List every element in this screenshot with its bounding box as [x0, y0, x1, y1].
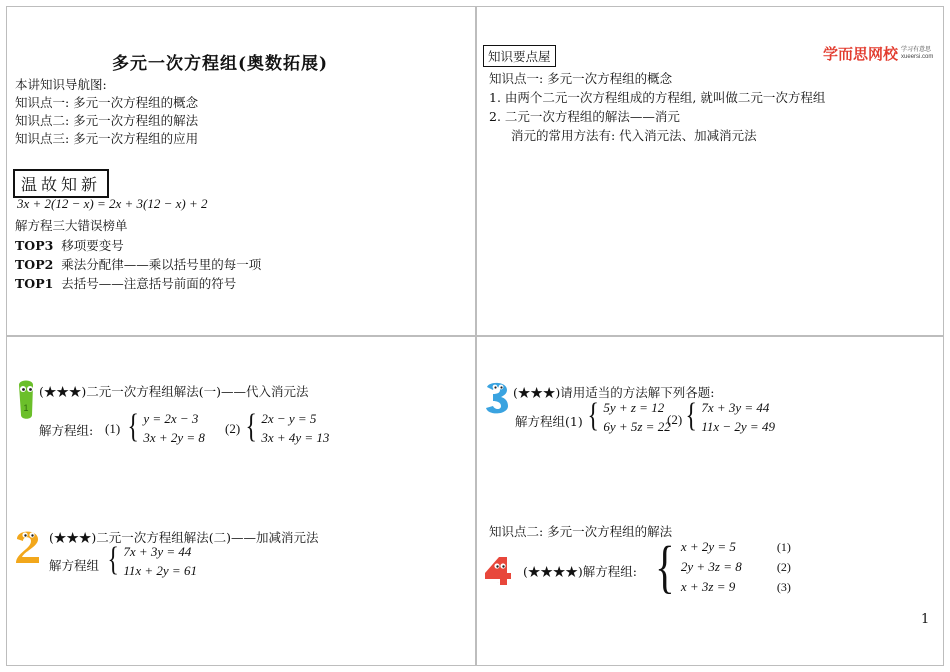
equation-row	[681, 577, 791, 597]
brace-icon: {	[685, 397, 697, 434]
equation: 3x + 4y = 13	[261, 430, 330, 445]
error-text: 移项要变号	[61, 238, 124, 253]
error-item-top3	[15, 236, 124, 254]
exercise-1-label-2: (2)	[225, 421, 241, 436]
exercise-4-title: (★★★★)解方程组:	[523, 564, 637, 579]
slide-panel-2	[476, 6, 944, 336]
exercise-3-label-2: (2)	[667, 412, 683, 427]
brace-icon: {	[655, 534, 675, 599]
equation: 5y + z = 12	[603, 400, 665, 415]
number-3-badge-icon	[483, 381, 511, 415]
equation-tag: (3)	[776, 580, 791, 594]
exercise-1-title: (★★★)二元一次方程组解法(一)——代入消元法	[39, 384, 309, 399]
exercise-4-system	[651, 534, 791, 599]
exercise-1-system-1	[125, 409, 205, 447]
exercise-2-system	[105, 542, 197, 580]
equation-row	[681, 557, 791, 577]
key-points-box: 知识要点屋	[483, 45, 556, 67]
error-item-top1	[15, 274, 236, 292]
point2-title: 知识点二: 多元一次方程组的解法	[489, 524, 673, 539]
brace-icon: {	[107, 541, 119, 578]
equation: x + 2y = 5	[680, 539, 736, 554]
review-box: 温故知新	[13, 169, 109, 198]
equation: 11x − 2y = 49	[701, 419, 775, 434]
nav-heading: 本讲知识导航图:	[15, 77, 107, 92]
brand-logo-text: 学而思网校	[823, 46, 899, 63]
exercise-1-label-1: (1)	[105, 421, 121, 436]
exercise-1-system-2	[243, 409, 329, 447]
exercise-2-title: (★★★)二元一次方程组解法(二)——加减消元法	[49, 530, 319, 545]
exercise-3-prompt: 解方程组(1)	[515, 414, 583, 429]
error-list-title: 解方程三大错误榜单	[15, 218, 128, 233]
equation: 7x + 3y = 44	[123, 544, 192, 559]
equation: 2y + 3z = 8	[680, 559, 742, 574]
number-1-badge-icon	[13, 377, 39, 421]
error-text: 乘法分配律——乘以括号里的每一项	[61, 257, 262, 272]
point1-line-3: 消元的常用方法有: 代入消元法、加减消元法	[511, 128, 757, 143]
nav-item-3: 知识点三: 多元一次方程组的应用	[15, 131, 199, 146]
exercise-3-system-1	[585, 398, 671, 436]
exercise-3-title: (★★★)请用适当的方法解下列各题:	[513, 385, 715, 400]
point1-line-2: 2. 二元一次方程组的解法——消元	[489, 109, 680, 124]
equation-row	[681, 537, 791, 557]
equation: y = 2x − 3	[143, 411, 199, 426]
badge-number: 4	[497, 583, 499, 584]
point1-line-1: 1. 由两个二元一次方程组成的方程组, 就叫做二元一次方程组	[489, 90, 826, 105]
equation-tag: (2)	[776, 560, 791, 574]
equation-tag: (1)	[776, 540, 791, 554]
page-title: 多元一次方程组(奥数拓展)	[112, 54, 329, 74]
error-item-top2	[15, 255, 261, 273]
brace-icon: {	[127, 408, 139, 445]
point1-title: 知识点一: 多元一次方程组的概念	[489, 71, 673, 86]
exercise-1-prompt: 解方程组:	[39, 423, 94, 438]
error-rank: TOP1	[15, 276, 54, 291]
slide-panel-3	[6, 336, 476, 666]
slide-panel-4	[476, 336, 944, 666]
equation: 3x + 2y = 8	[143, 430, 205, 445]
exercise-3-system-2	[683, 398, 775, 436]
nav-item-2: 知识点二: 多元一次方程组的解法	[15, 113, 199, 128]
error-rank: TOP3	[15, 238, 54, 253]
equation: x + 3z = 9	[680, 579, 736, 594]
error-rank: TOP2	[15, 257, 54, 272]
page-number: 1	[921, 612, 930, 627]
nav-item-1: 知识点一: 多元一次方程组的概念	[15, 95, 199, 110]
exercise-2-prompt: 解方程组	[49, 558, 100, 573]
badge-number: 2	[27, 552, 29, 553]
error-text: 去括号——注意括号前面的符号	[61, 276, 237, 291]
number-2-badge-icon	[13, 527, 43, 565]
number-4-badge-icon	[483, 555, 513, 587]
review-equation: 3x + 2(12 − x) = 2x + 3(12 − x) + 2	[17, 196, 208, 211]
brand-logo	[823, 43, 933, 64]
equation: 7x + 3y = 44	[701, 400, 770, 415]
equation: 11x + 2y = 61	[123, 563, 197, 578]
brand-logo-slogan: 学习有意思	[901, 46, 932, 53]
brace-icon: {	[245, 408, 257, 445]
badge-number: 1	[23, 403, 29, 413]
badge-number: 3	[496, 411, 498, 412]
brand-logo-url: xueersi.com	[901, 53, 934, 60]
slide-panel-1	[6, 6, 476, 336]
equation: 6y + 5z = 22	[603, 419, 671, 434]
equation: 2x − y = 5	[261, 411, 317, 426]
brace-icon: {	[587, 397, 599, 434]
